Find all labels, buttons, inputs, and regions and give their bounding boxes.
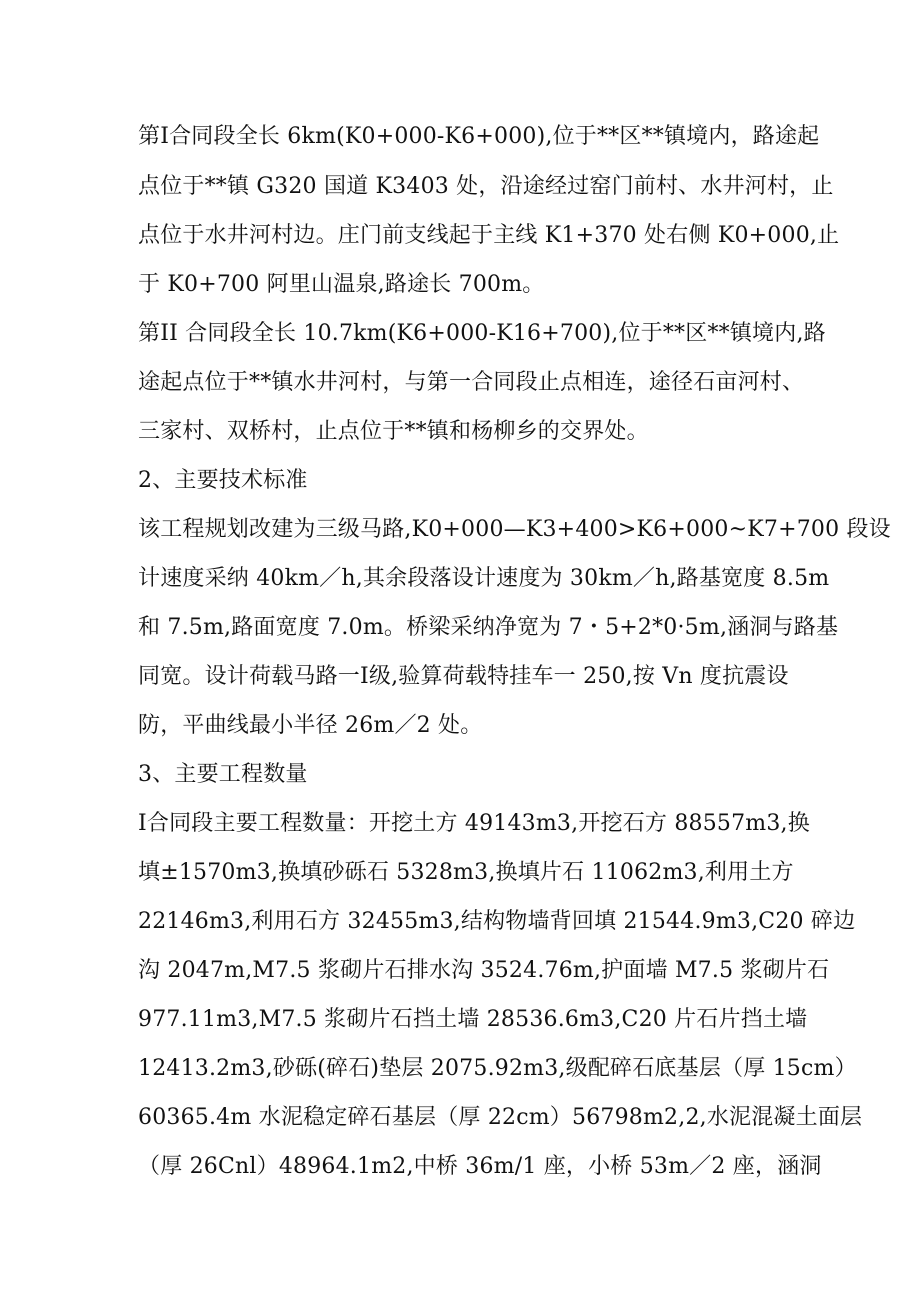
text-line: （厚 26Cnl）48964.1m2,中桥 36m/1 座，小桥 53m／2 座，涵洞 (138, 1154, 822, 1179)
text-line: 12413.2m3,砂砾(碎石)垫层 2075.92m3,级配碎石底基层（厚 15cm） (138, 1056, 857, 1081)
section-heading: 2、主要技术标准 (138, 468, 308, 493)
text-line: 和 7.5m,路面宽度 7.0m。桥梁采纳净宽为 7・5+2*0·5m,涵洞与路基 (138, 615, 839, 640)
text-line: 第II 合同段全长 10.7km(K6+000-K16+700),位于**区**镇境内,路 (138, 321, 826, 346)
text-line: 60365.4m 水泥稳定碎石基层（厚 22cm）56798m2,2,水泥混凝土面层 (138, 1105, 863, 1130)
text-line: 22146m3,利用石方 32455m3,结构物墙背回填 21544.9m3,C20 碎边 (138, 909, 856, 934)
text-line: 计速度采纳 40km／h,其余段落设计速度为 30km／h,路基宽度 8.5m (138, 566, 830, 591)
section-heading: 3、主要工程数量 (138, 762, 308, 787)
text-line: 该工程规划改建为三级马路,K0+000—K3+400>K6+000~K7+700 段设 (138, 517, 891, 542)
text-line: Ⅰ合同段主要工程数量：开挖土方 49143m3,开挖石方 88557m3,换 (138, 811, 810, 836)
text-line: 977.11m3,M7.5 浆砌片石挡土墙 28536.6m3,C20 片石片挡土墙 (138, 1007, 808, 1032)
text-line: 防，平曲线最小半径 26m／2 处。 (138, 713, 483, 738)
text-line: 填±1570m3,换填砂砾石 5328m3,换填片石 11062m3,利用土方 (138, 860, 794, 885)
text-line: 三家村、双桥村，止点位于**镇和杨柳乡的交界处。 (138, 419, 649, 444)
text-line: 第Ⅰ合同段全长 6km(K0+000-K6+000),位于**区**镇境内，路途起 (138, 124, 820, 149)
text-line: 沟 2047m,M7.5 浆砌片石排水沟 3524.76m,护面墙 M7.5 浆砌片石 (138, 958, 830, 983)
text-line: 点位于水井河村边。庄门前支线起于主线 K1+370 处右侧 K0+000,止 (138, 223, 840, 248)
text-line: 点位于**镇 G320 国道 K3403 处，沿途经过窑门前村、水井河村，止 (138, 174, 834, 199)
text-line: 途起点位于**镇水井河村，与第一合同段止点相连，途径石亩河村、 (138, 370, 805, 395)
text-line: 于 K0+700 阿里山温泉,路途长 700m。 (138, 272, 545, 297)
text-line: 同宽。设计荷载马路一Ⅰ级,验算荷载特挂车一 250,按 Vn 度抗震设 (138, 664, 789, 689)
